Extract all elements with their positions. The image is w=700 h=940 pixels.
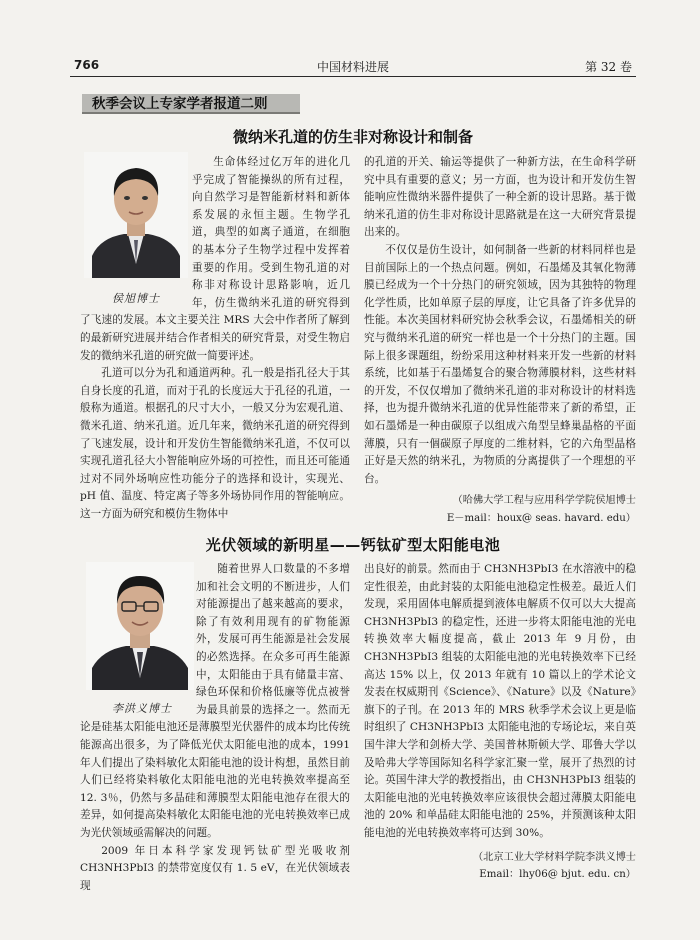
volume-label: 第 32 卷 — [585, 60, 632, 74]
article1-photo-caption: 侯旭博士 — [112, 292, 160, 305]
page-number: 766 — [74, 58, 100, 72]
article1-right-column — [364, 154, 636, 527]
article1-left-column — [80, 154, 350, 523]
article2-left-column — [80, 561, 350, 895]
article2-paragraph-3: 出良好的前景。然而由于 CH3NH3PbI3 在水溶液中的稳定性很差，由此封装的太阳能电池稳定性极差。最近人们发现，采用固体电解质提到液体电解质不仅可以大大提高 CH3NH3PbI3 的稳定性，还进一步将太阳能电池的光电转换效率大幅度提高，截止 2013 年 9 月份，由 CH3NH3PbI3 组装的太阳能电池的光电转换效率下已经高达 15% 以上，仅 2013 年就有 10 篇以上的学术论文发表在权威期刊《Science》、《Nature》以及《Nature》旗下的子刊。在 2013 年的 MRS 秋季学术会议上更是临时组织了 CH3NH3PbI3 太阳能电池的专场论坛，来自英国牛津大学和剑桥大学、美国普林斯顿大学、耶鲁大学以及哈弗大学等国际知名科学家汇聚一堂，展开了热烈的讨论。英国牛津大学的教授指出，由 CH3NH3PbI3 组装的太阳能电池的光电转换效率应该很快会超过薄膜太阳能电池的 20% 和单晶硅太阳能电池的 25%，并预测该种太阳能电池的光电转换效率将可达到 30%。 — [364, 563, 636, 839]
article2-title: 光伏领域的新明星——钙钛矿型太阳能电池 — [205, 536, 501, 554]
article2-signature: （北京工业大学材料学院李洪义博士 — [473, 851, 636, 863]
journal-name: 中国材料进展 — [316, 60, 389, 74]
article1-paragraph-2: 孔道可以分为孔和通道两种。孔一般是指孔径大于其自身长度的孔道，而对于孔的长度远大于孔径的孔道，一般称为通道。根据孔的尺寸大小，一般又分为宏观孔道、微米孔道、纳米孔道。近几年来，微纳米孔道的研究得到了飞速发展，设计和开发仿生智能微纳米孔道，不仅可以实现孔道孔径大小智能响应外场的可控性，而且还可能通过对不同外场响应性功能分子的选择和设计，实现光、pH 值、温度、特定离子等多外场协同作用的智能响应。这一方面为研究和模仿生物体中 — [80, 367, 350, 520]
photo-float-spacer — [80, 154, 192, 304]
article1-paragraph-4: 不仅仅是仿生设计，如何制备一些新的材料同样也是目前国际上的一个热点问题。例如，石墨烯及其氧化物薄膜已经成为一个十分热门的研究领域，因为其独特的物理化学性质，比如单原子层的厚度，让它具备了许多优异的性能。本次美国材料研究协会秋季会议，石墨烯相关的研究与微纳米孔道的研究一样也是一个十分热门的主题。国际上很多课题组，纷纷采用这种材料来开发一些新的材料系统，比如基于石墨烯复合的聚合物薄膜材料，这些材料的开发，不仅仅增加了微纳米孔道的非对称设计的材料选择，也为提升微纳米孔道的优异性能带来了新的希望，正如石墨烯是一种由碳原子以组成六角型呈蜂巢晶格的平面薄膜，只有一個碳原子厚度的二维材料，它的六角型晶格正好是天然的纳米孔，为物质的分离提供了一个理想的平台。 — [364, 243, 636, 485]
article2-paragraph-2: 2009 年日本科学家发现钙钛矿型光吸收剂 CH3NH3PbI3 的禁带宽度仅有 1. 5 eV，在光伏领域表现 — [80, 844, 350, 892]
article2-photo-caption: 李洪义博士 — [112, 702, 172, 715]
article1-signature: （哈佛大学工程与应用科学学院侯旭博士 — [452, 495, 636, 507]
article1-paragraph-1: 生命体经过亿万年的进化几乎完成了智能操纵的所有过程，向自然学习是智能新材料和新体系发展的永恒主题。生物学孔道，典型的如离子通道，在细胞的基本分子生物学过程中发挥着重要的作用。受到生物孔道的对称非对称设计思路影响，近几年，仿生微纳米孔道的研究得到了飞速的发展。本文主要关注 MRS 大会中作者所了解到的最新研究进展并结合作者相关的研究背景，对受生物启发的微纳米孔道的研究做一简要评述。 — [80, 156, 350, 362]
photo-float-spacer — [80, 561, 196, 711]
article1-paragraph-3: 的孔道的开关、输运等提供了一种新方法，在生命科学研究中具有重要的意义；另一方面，也为设计和开发仿生智能响应性微纳米器件提供了一种全新的设计思路。基于微纳米孔道的仿生非对称设计思路就是在这一大研究背景提出来的。 — [364, 156, 636, 239]
section-banner: 秋季会议上专家学者报道二则 — [82, 94, 300, 114]
running-header — [70, 58, 636, 77]
article2-right-column — [364, 561, 636, 884]
article1-title: 微纳米孔道的仿生非对称设计和制备 — [232, 128, 473, 146]
article1-email: E－mail：houx@ seas. havard. edu） — [446, 512, 636, 524]
article2-email: Email：lhy06@ bjut. edu. cn） — [479, 869, 636, 881]
article2-paragraph-1: 随着世界人口数量的不多增加和社会文明的不断进步，人们对能源提出了越来越高的要求，除了有效利用现有的矿物能源外，发展可再生能源是社会发展的必然选择。在众多可再生能源中，太阳能由于具有储量丰富、绿色环保和价格低廉等优点被誉为最具前景的选择之一。然而无论是硅基太阳能电池还是薄膜型光伏器件的成本均比传统能源高出很多，为了降低光伏太阳能电池的成本，1991 年人们提出了染料敏化太阳能电池的设计构想，虽然目前人们已经将染料敏化太阳能电池的光电转换效率提高至 12. 3％，仍然与多晶硅和薄膜型太阳能电池存在很大的差异，如何提高染料敏化太阳能电池的光电转换效率已成为光伏领域亟需解决的问题。 — [80, 563, 350, 839]
